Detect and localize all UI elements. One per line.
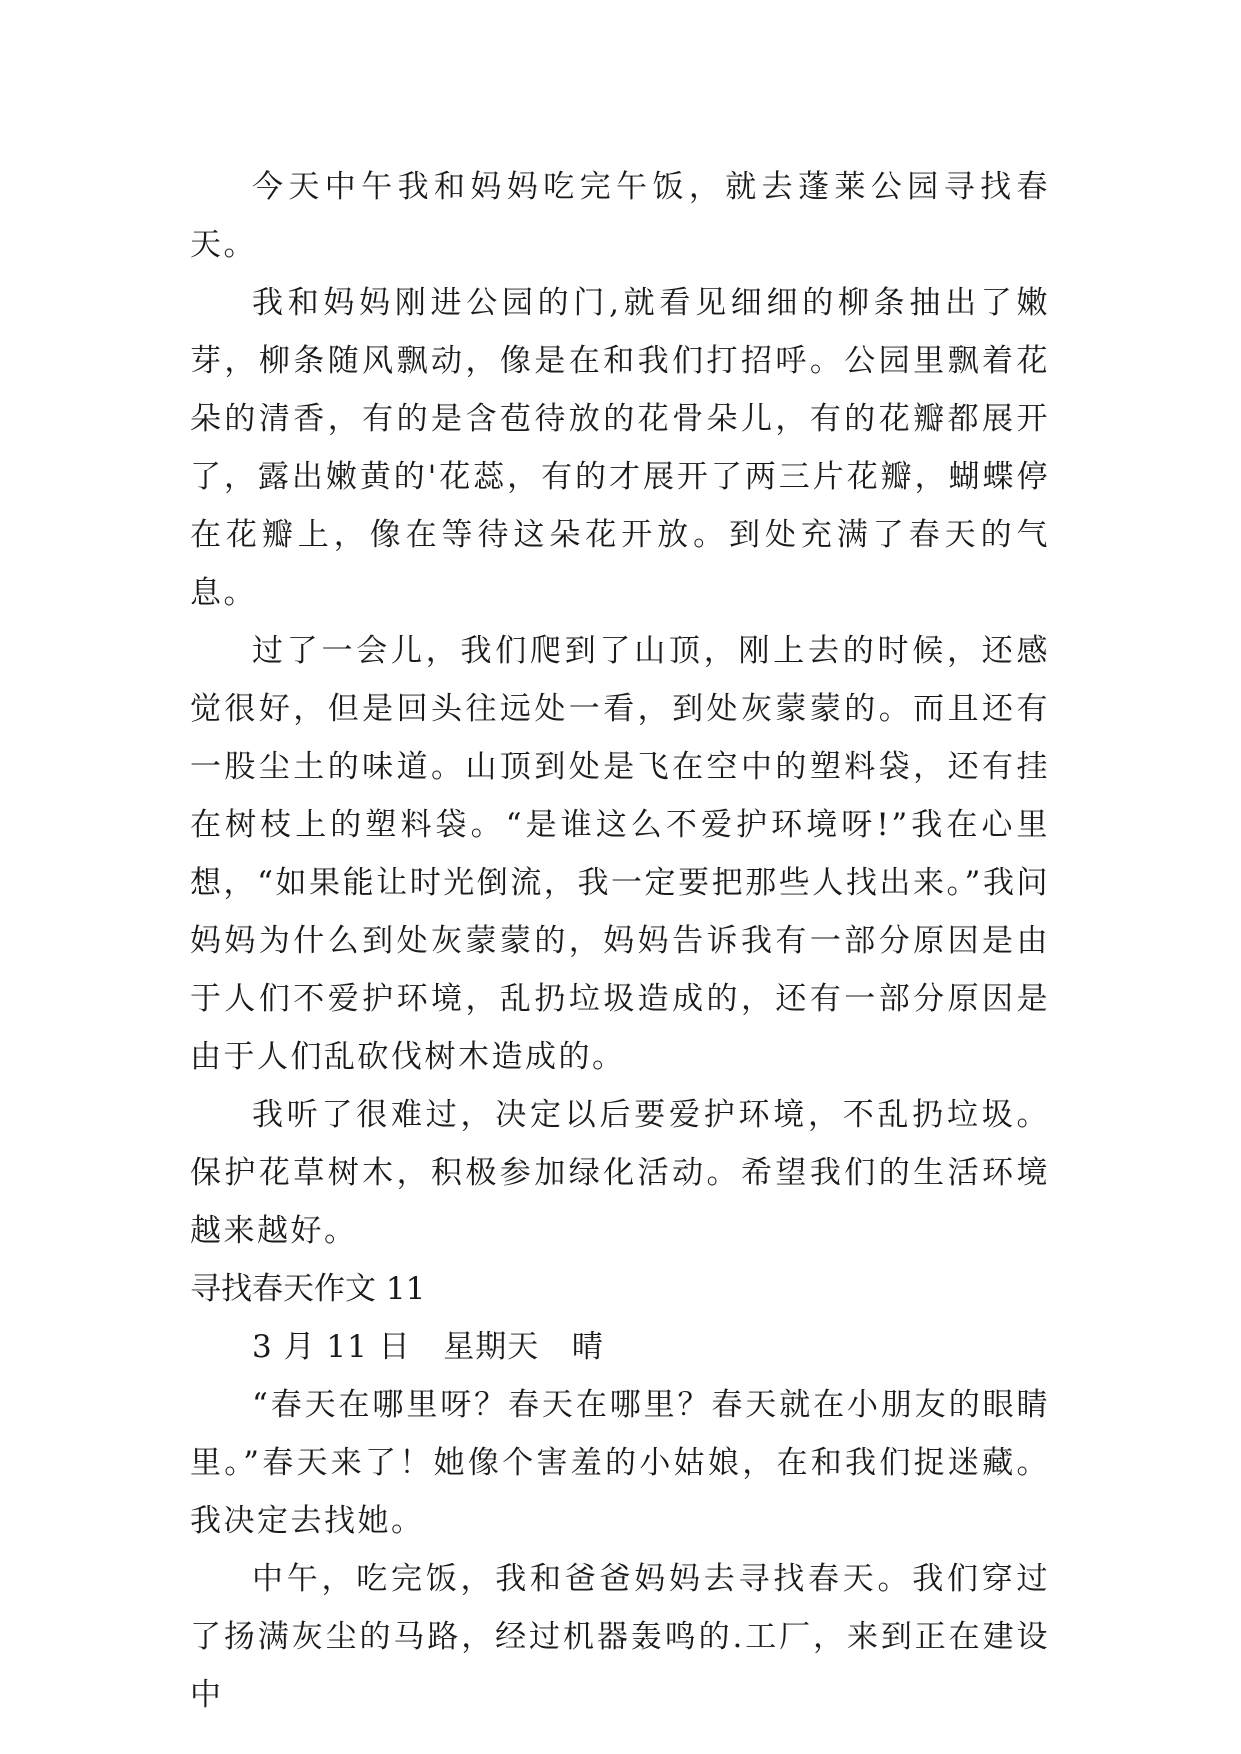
- document-page: [190, 158, 1050, 1724]
- section-heading: 寻找春天作文 11: [190, 1271, 426, 1307]
- paragraph-3: 过了一会儿，我们爬到了山顶，刚上去的时候，还感觉很好，但是回头往远处一看，到处灰蒙蒙的。而且还有一股尘土的味道。山顶到处是飞在空中的塑料袋，还有挂在树枝上的塑料袋。“是谁这么不爱护环境呀!”我在心里想，“如果能让时光倒流，我一定要把那些人找出来。”我问妈妈为什么到处灰蒙蒙的，妈妈告诉我有一部分原因是由于人们不爱护环境，乱扔垃圾造成的，还有一部分原因是由于人们乱砍伐树木造成的。: [190, 633, 1050, 1075]
- paragraph-2: 我和妈妈刚进公园的门,就看见细细的柳条抽出了嫩芽，柳条随风飘动，像是在和我们打招呼。公园里飘着花朵的清香，有的是含苞待放的花骨朵儿，有的花瓣都展开了，露出嫩黄的'花蕊，有的才展开了两三片花瓣，蝴蝶停在花瓣上，像在等待这朵花开放。到处充满了春天的气息。: [190, 285, 1050, 611]
- paragraph-1: 今天中午我和妈妈吃完午饭，就去蓬莱公园寻找春天。: [190, 169, 1050, 263]
- paragraph-4: 我听了很难过，决定以后要爱护环境，不乱扔垃圾。保护花草树木，积极参加绿化活动。希望我们的生活环境越来越好。: [190, 1097, 1050, 1249]
- paragraph-5: “春天在哪里呀？春天在哪里？春天就在小朋友的眼睛里。”春天来了！她像个害羞的小姑娘，在和我们捉迷藏。我决定去找她。: [190, 1387, 1050, 1539]
- paragraph-6: 中午，吃完饭，我和爸爸妈妈去寻找春天。我们穿过了扬满灰尘的马路，经过机器轰鸣的.工厂，来到正在建设中: [190, 1561, 1050, 1713]
- date-line: 3 月 11 日 星期天 晴: [252, 1329, 604, 1365]
